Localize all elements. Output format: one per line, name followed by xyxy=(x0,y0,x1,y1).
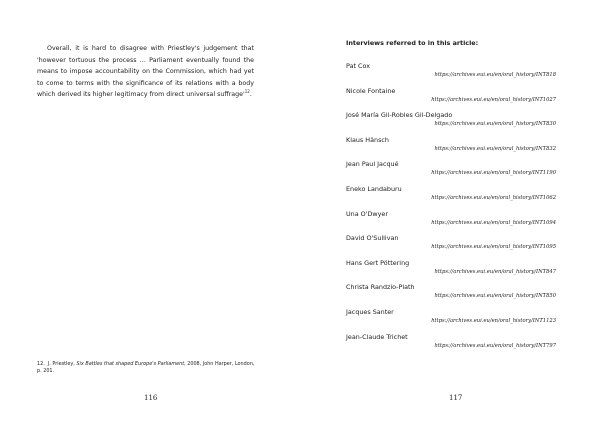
interview-entry xyxy=(346,160,556,185)
interviewee-name: José María Gil-Robles Gil-Delgado xyxy=(346,111,453,120)
interview-entry xyxy=(346,210,556,235)
interviewee-name: David O'Sullivan xyxy=(346,234,399,243)
page-number-right: 117 xyxy=(449,394,463,402)
right-page xyxy=(300,0,600,425)
interviewee-name: Una O'Dwyer xyxy=(346,209,388,218)
interview-entry xyxy=(346,111,556,136)
interview-entry xyxy=(346,283,556,308)
footnote-title: Six Battles that shaped Europe's Parliament xyxy=(76,361,185,367)
interview-entry xyxy=(346,308,556,333)
interviewee-name: Hans Gert Pöttering xyxy=(346,258,410,267)
interview-link[interactable]: https://archives.eui.eu/en/oral_history/INT818 xyxy=(434,72,556,78)
footnote-reference[interactable]: 12 xyxy=(244,88,250,94)
body-paragraph: Overall, it is hard to disagree with Priestley's judgement that 'however tortuous the process ... Parliament eventually found the means to impose accountability on the Commission, which had yet to come to terms with the significance of its relations with a body which derived its higher legitimacy from direct universal $suffrage'^{12}$. xyxy=(37,45,254,98)
interview-entry xyxy=(346,136,556,161)
interview-entry xyxy=(346,333,556,358)
paragraph-text: Overall, it is hard to disagree with Priestley's judgement that 'however tortuous the process ... Parliament eventually found the means to impose accountability on the Commission, which had yet to come to terms with the significance of its relations with a body which derived its higher legitimacy from direct universal suffrage' xyxy=(37,45,254,98)
interview-entry xyxy=(346,234,556,259)
interviewee-name: Klaus Hänsch xyxy=(346,135,389,144)
interviewee-name: Pat Cox xyxy=(346,62,370,70)
interviewee-name: Eneko Landaburu xyxy=(346,184,402,193)
interview-link[interactable]: https://archives.eui.eu/en/oral_history/INT830 xyxy=(434,121,556,128)
interview-entry xyxy=(346,259,556,284)
interviewee-name: Jean-Claude Trichet xyxy=(346,332,408,341)
interview-link[interactable]: https://archives.eui.eu/en/oral_history/INT1123 xyxy=(431,317,556,324)
interview-entry xyxy=(346,185,556,210)
interviewee-name: Christa Randzio-Plath xyxy=(346,283,415,292)
footnote xyxy=(37,361,259,376)
footnote-rest: , 2008, John Harper, London, p. 201. xyxy=(37,361,255,375)
interviews-heading: Interviews referred to in this article: xyxy=(346,39,479,47)
interview-link[interactable]: https://archives.eui.eu/en/oral_history/INT1094 xyxy=(431,219,556,226)
interview-link[interactable]: https://archives.eui.eu/en/oral_history/INT832 xyxy=(434,145,556,152)
interviewee-name: Jacques Santer xyxy=(346,307,394,316)
footnote-number: 12. xyxy=(37,361,45,367)
interview-entry xyxy=(346,62,556,87)
interview-link[interactable]: https://archives.eui.eu/en/oral_history/INT797 xyxy=(434,342,556,349)
interview-list xyxy=(346,62,556,357)
footnote-author: J. Priestley, xyxy=(47,361,77,367)
page-number-left: 116 xyxy=(144,394,158,402)
interview-link[interactable]: https://archives.eui.eu/en/oral_history/INT850 xyxy=(434,293,556,300)
interview-link[interactable]: https://archives.eui.eu/en/oral_history/INT1062 xyxy=(431,194,556,201)
body-paragraph-block xyxy=(37,43,254,101)
interview-link[interactable]: https://archives.eui.eu/en/oral_history/INT847 xyxy=(434,268,556,275)
interview-entry xyxy=(346,87,556,112)
interviewee-name: Jean Paul Jacqué xyxy=(346,160,399,169)
interview-link[interactable]: https://archives.eui.eu/en/oral_history/INT1095 xyxy=(431,244,556,251)
interview-link[interactable]: https://archives.eui.eu/en/oral_history/INT1190 xyxy=(431,170,556,177)
interview-link[interactable]: https://archives.eui.eu/en/oral_history/INT1027 xyxy=(431,96,556,103)
interviewee-name: Nicole Fontaine xyxy=(346,86,396,95)
